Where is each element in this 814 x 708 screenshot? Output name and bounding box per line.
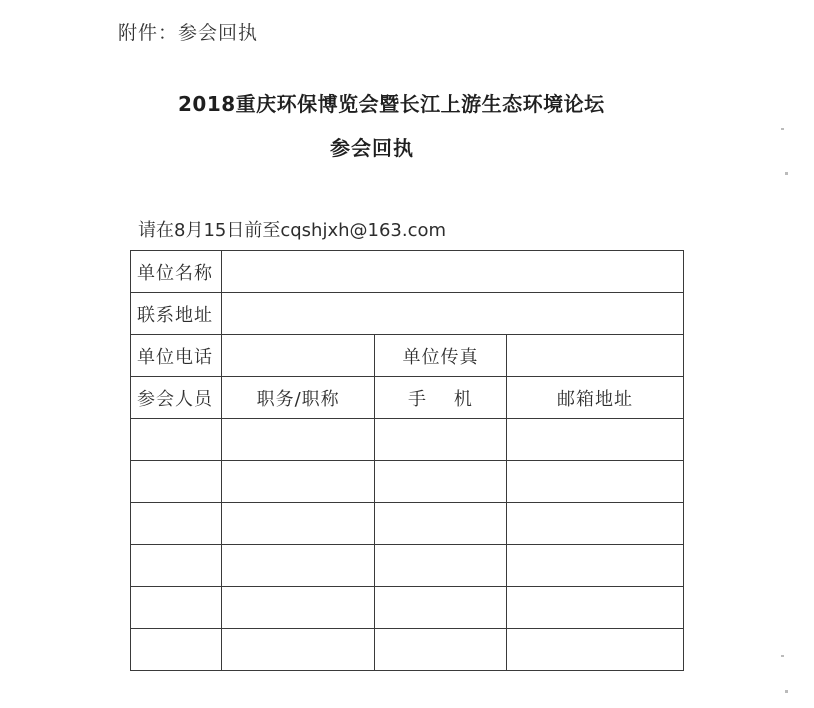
mobile-cell[interactable] — [375, 587, 507, 629]
unit-phone-field[interactable] — [222, 335, 375, 377]
document-title: 2018重庆环保博览会暨长江上游生态环境论坛 — [178, 92, 605, 116]
attendee-cell[interactable] — [131, 419, 222, 461]
email-cell[interactable] — [506, 503, 683, 545]
position-cell[interactable] — [222, 587, 375, 629]
attendee-cell[interactable] — [131, 629, 222, 671]
attendee-cell[interactable] — [131, 545, 222, 587]
position-cell[interactable] — [222, 629, 375, 671]
unit-name-label: 单位名称 — [131, 251, 222, 293]
email-cell[interactable] — [506, 419, 683, 461]
attachment-label: 附件：参会回执 — [118, 22, 259, 44]
scan-mark — [781, 128, 784, 130]
attendee-cell[interactable] — [131, 503, 222, 545]
position-cell[interactable] — [222, 545, 375, 587]
position-column-header: 职务/职称 — [222, 377, 375, 419]
table-row — [131, 419, 684, 461]
mobile-cell[interactable] — [375, 419, 507, 461]
mobile-cell[interactable] — [375, 461, 507, 503]
document-subtitle: 参会回执 — [330, 136, 414, 160]
table-row — [131, 545, 684, 587]
mobile-column-header: 手 机 — [375, 377, 507, 419]
position-cell[interactable] — [222, 419, 375, 461]
email-cell[interactable] — [506, 461, 683, 503]
unit-fax-field[interactable] — [506, 335, 683, 377]
contact-address-row — [131, 293, 684, 335]
contact-address-label: 联系地址 — [131, 293, 222, 335]
attendee-cell[interactable] — [131, 587, 222, 629]
unit-fax-label: 单位传真 — [375, 335, 507, 377]
unit-phone-label: 单位电话 — [131, 335, 222, 377]
mobile-cell[interactable] — [375, 629, 507, 671]
email-column-header: 邮箱地址 — [506, 377, 683, 419]
phone-fax-row — [131, 335, 684, 377]
mobile-cell[interactable] — [375, 503, 507, 545]
scan-mark — [785, 172, 788, 175]
attendee-column-header: 参会人员 — [131, 377, 222, 419]
scan-mark — [785, 690, 788, 693]
attendee-cell[interactable] — [131, 461, 222, 503]
table-row — [131, 629, 684, 671]
mobile-cell[interactable] — [375, 545, 507, 587]
attendee-header-row — [131, 377, 684, 419]
unit-name-row — [131, 251, 684, 293]
submission-instruction: 请在8月15日前至cqshjxh@163.com — [138, 220, 447, 241]
email-cell[interactable] — [506, 587, 683, 629]
table-row — [131, 461, 684, 503]
table-row — [131, 503, 684, 545]
position-cell[interactable] — [222, 503, 375, 545]
table-row — [131, 587, 684, 629]
contact-address-field[interactable] — [222, 293, 684, 335]
position-cell[interactable] — [222, 461, 375, 503]
email-cell[interactable] — [506, 629, 683, 671]
registration-form-table — [130, 250, 684, 671]
unit-name-field[interactable] — [222, 251, 684, 293]
scan-mark — [781, 655, 784, 657]
email-cell[interactable] — [506, 545, 683, 587]
